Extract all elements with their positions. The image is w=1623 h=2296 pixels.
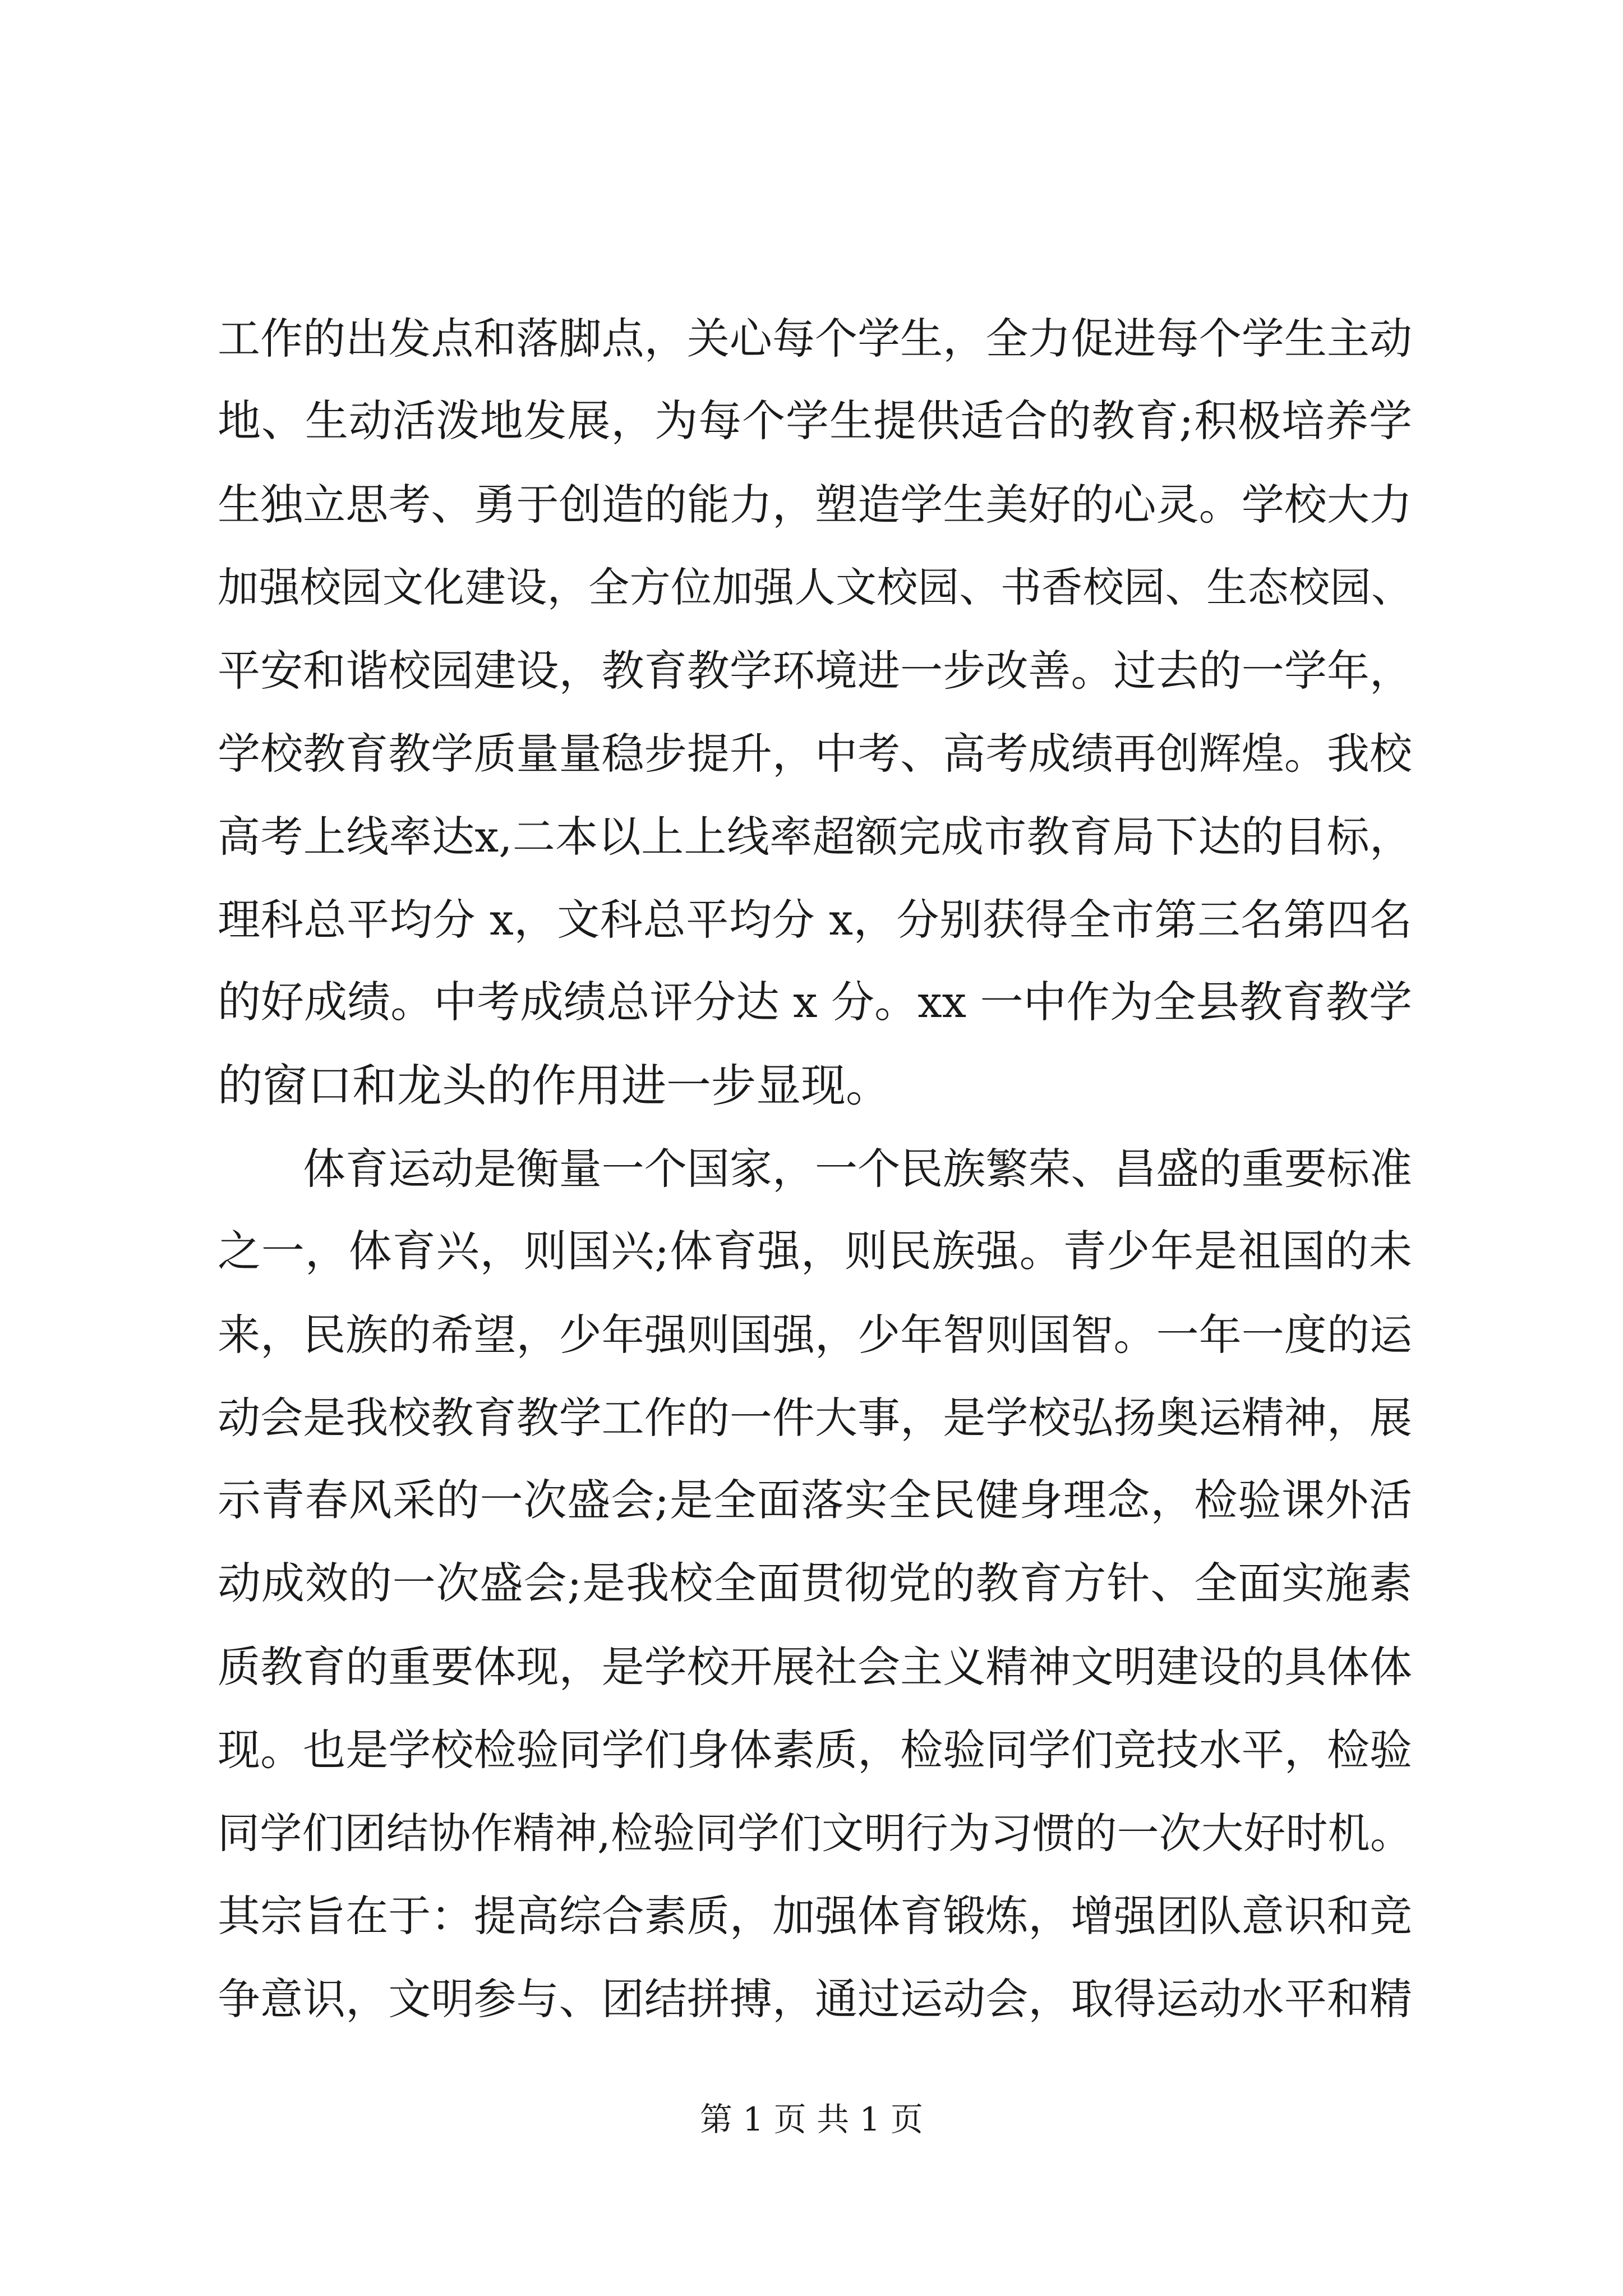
text-line: 动成效的一次盛会;是我校全面贯彻党的教育方针、全面实施素 [218, 1559, 1412, 1609]
text-line: 高考上线率达x,二本以上上线率超额完成市教育局下达的目标， [218, 812, 1412, 862]
text-line: 来，民族的希望，少年强则国强，少年智则国智。一年一度的运 [218, 1310, 1412, 1360]
text-line: 的窗口和龙头的作用进一步显现。 [218, 1060, 891, 1112]
text-line: 动会是我校教育教学工作的一件大事，是学校弘扬奥运精神，展 [218, 1393, 1412, 1443]
text-line: 加强校园文化建设，全方位加强人文校园、书香校园、生态校园、 [218, 564, 1412, 611]
text-line: 争意识，文明参与、团结拼搏，通过运动会，取得运动水平和精 [218, 1974, 1412, 2024]
text-line: 其宗旨在于：提高综合素质，加强体育锻炼，增强团队意识和竞 [218, 1891, 1412, 1941]
text-line: 之一，体育兴，则国兴;体育强，则民族强。青少年是祖国的未 [218, 1227, 1412, 1277]
text-line: 平安和谐校园建设，教育教学环境进一步改善。过去的一学年， [218, 646, 1412, 696]
text-line: 理科总平均分 x，文科总平均分 x，分别获得全市第三名第四名 [218, 895, 1412, 945]
text-line: 质教育的重要体现，是学校开展社会主义精神文明建设的具体体 [218, 1642, 1412, 1692]
text-line: 现。也是学校检验同学们身体素质，检验同学们竞技水平，检验 [218, 1725, 1412, 1775]
text-line: 生独立思考、勇于创造的能力，塑造学生美好的心灵。学校大力 [218, 480, 1412, 530]
text-line: 工作的出发点和落脚点，关心每个学生，全力促进每个学生主动 [218, 314, 1412, 364]
document-body [218, 297, 1412, 2041]
text-line: 地、生动活泼地发展，为每个学生提供适合的教育;积极培养学 [218, 397, 1412, 447]
text-line: 示青春风采的一次盛会;是全面落实全民健身理念，检验课外活 [218, 1476, 1412, 1526]
text-line: 学校教育教学质量量稳步提升，中考、高考成绩再创辉煌。我校 [218, 729, 1412, 779]
text-line: 的好成绩。中考成绩总评分达 x 分。xx 一中作为全县教育教学 [218, 978, 1412, 1028]
page-footer: 第 1 页 共 1 页 [700, 2100, 923, 2138]
text-line: 同学们团结协作精神,检验同学们文明行为习惯的一次大好时机。 [218, 1809, 1412, 1858]
text-line: 体育运动是衡量一个国家，一个民族繁荣、昌盛的重要标准 [218, 1144, 1412, 1194]
